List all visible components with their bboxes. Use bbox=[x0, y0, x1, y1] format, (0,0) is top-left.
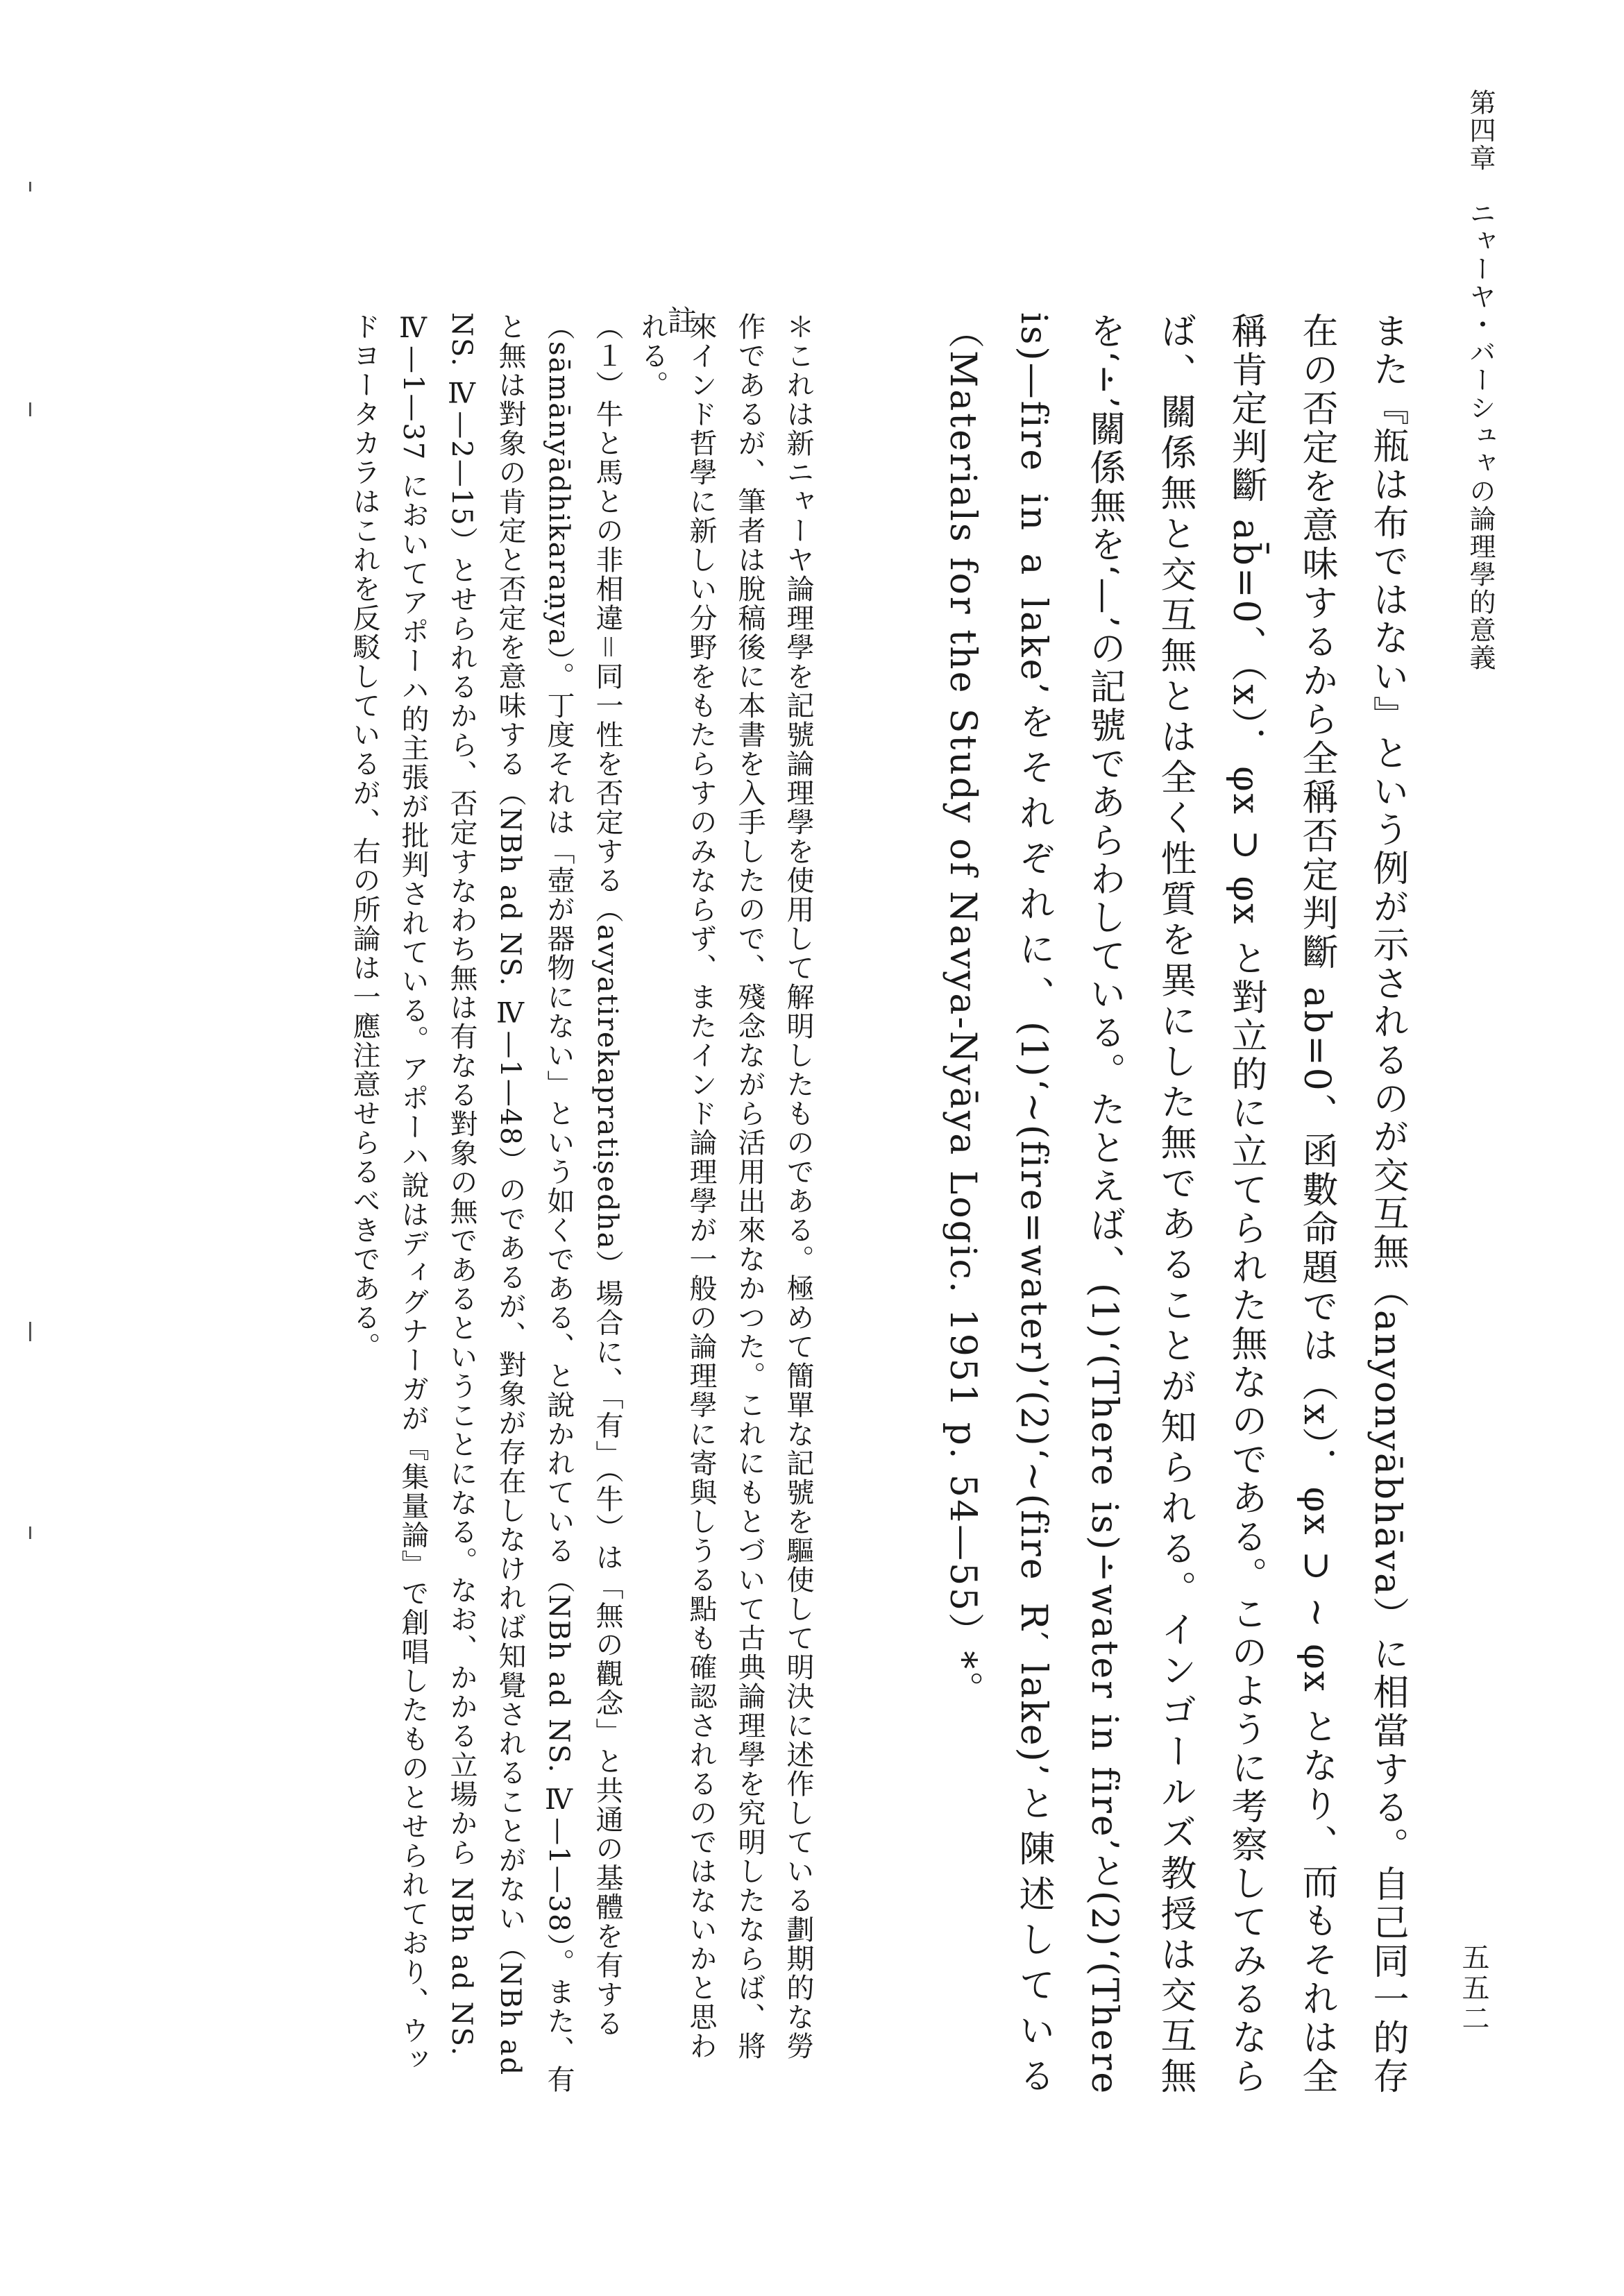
footnote-1: （１）牛と馬との非相違＝同一性を否定する（avyatirekapratiṣedha）場合に、「有」（牛）は「無の觀念」と共通の基體を有する（sāmānyādhikaraṇya）。丁度それは「壺が器物にない」という如くである、と說かれている（NBh ad NS. Ⅳ—1—38）。また、有と無は對象の肯定と否定を意味する（NBh ad NS. Ⅳ—1—48）のであるが、對象が存在しなければ知覺されることがない（NBh ad NS. Ⅳ—2—15）とせられるから、否定すなわち無は有なる對象の無であるということになる。なお、かかる立場から NBh ad NS. Ⅳ—1—37 においてアポーハ的主張が批判されている。アポーハ說はディグナーガが『集量論』で創唱したものとせられており、ウッドヨータカラはこれを反駁しているが、右の所論は一應注意せらるべきである。 bbox=[348, 312, 623, 2094]
notes-heading: 註 bbox=[663, 305, 697, 334]
running-head-chapter-title: 第四章 ニャーヤ・バーシュャの論理學的意義 bbox=[1465, 89, 1496, 672]
scan-edge-mark bbox=[29, 1527, 31, 1539]
main-body-text bbox=[927, 312, 1423, 2095]
author-asterisk-note: ＊これは新ニャーヤ論理學を記號論理學を使用して解明したものである。極めて簡單な記號を驅使して明決に述作している劃期的な勞作であるが、筆者は脫稿後に本書を入手したので、殘念ながら活用出來なかつた。これにもとづいて古典論理學を究明したならば、將來インド哲學に新しい分野をもたらすのみならず、またインド論理學が一般の論理學に寄與しうる點も確認されるのではないかと思われる。 bbox=[636, 312, 814, 2061]
scan-edge-mark bbox=[29, 1322, 31, 1341]
page-number: 五五二 bbox=[1457, 1943, 1489, 2034]
footnotes-section bbox=[340, 312, 632, 2095]
scan-edge-mark bbox=[29, 402, 31, 416]
body-paragraph: また『瓶は布ではない』という例が示されるのが交互無（anyonyābhāva）に相當する。自己同一的存在の否定を意味するから全稱否定判斷 ab=0、函數命題では（x）．φx ⊃ ~ φx となり、而もそれは全稱肯定判斷 ab̄=0、（x）．φx ⊃ φx と對立的に立てられた無なのである。このように考察してみるならば、關係無と交互無とは全く性質を異にした無であることが知られる。インゴールズ教授は交互無を‘∸’關係無を‘—’の記號であらわしている。たとえば、(1)‘(There is)∸water in fire’と(2)‘(There is)—fire in a lake’をそれぞれに、(1)‘~(fire=water)’(2)‘~(fire R′ lake)’と陳述している（Materials for the Study of Navya-Nyāya Logic. 1951 p. 54—55）*。 bbox=[942, 312, 1408, 2096]
scan-edge-mark bbox=[29, 182, 31, 192]
